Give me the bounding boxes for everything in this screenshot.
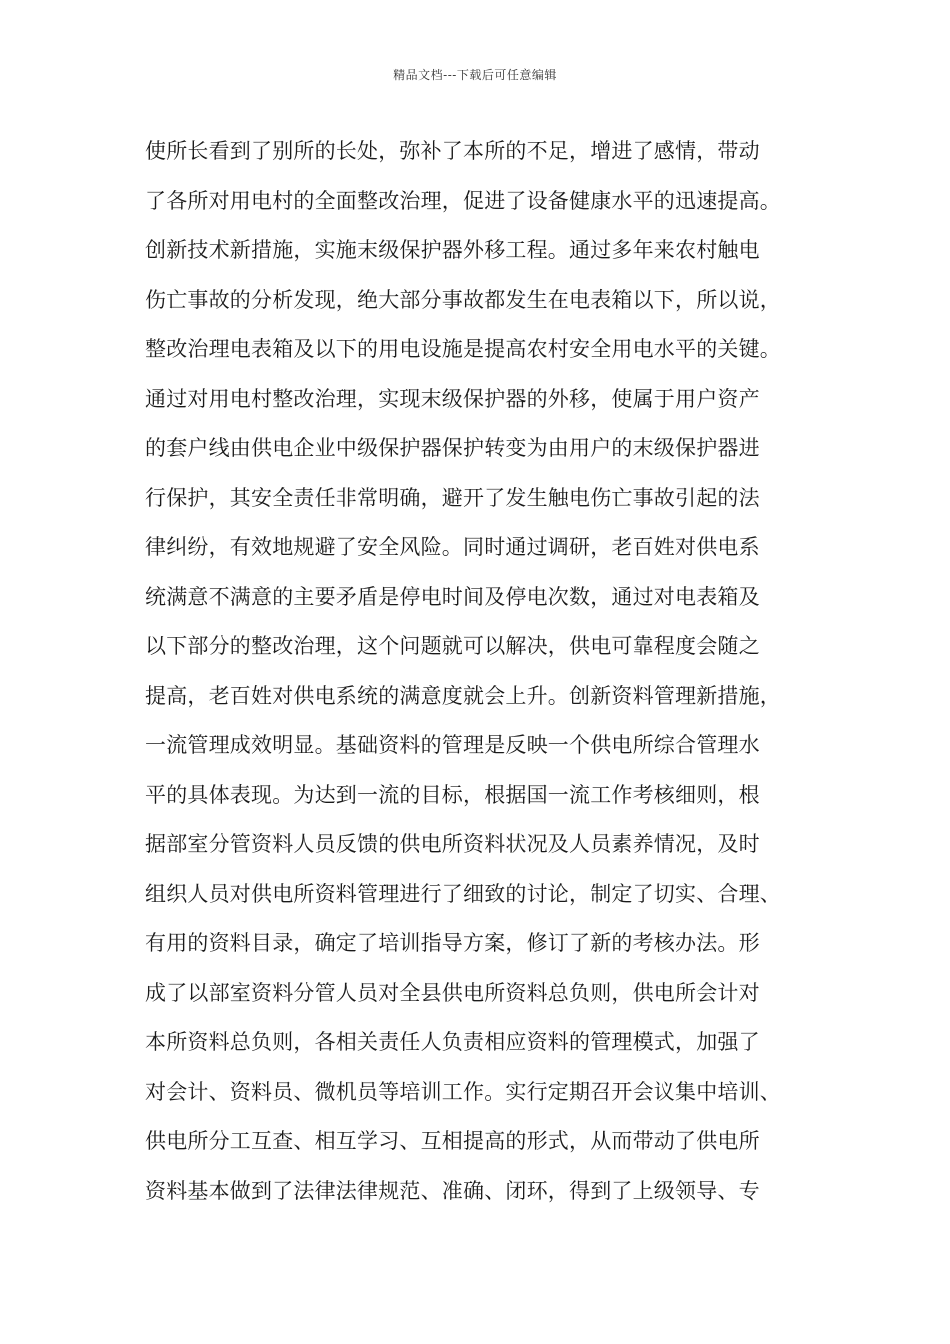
text-line: 本所资料总负则，各相关责任人负责相应资料的管理模式，加强了: [145, 1030, 760, 1054]
text-line: 了各所对用电村的全面整改治理，促进了设备健康水平的迅速提高。: [145, 188, 781, 213]
text-line: 一流管理成效明显。基础资料的管理是反映一个供电所综合管理水: [145, 733, 760, 757]
text-line: 供电所分工互查、相互学习、互相提高的形式，从而带动了供电所: [145, 1129, 760, 1153]
text-line: 行保护，其安全责任非常明确，避开了发生触电伤亡事故引起的法: [145, 485, 760, 510]
text-line: 平的具体表现。为达到一流的目标，根据国一流工作考核细则，根: [145, 782, 760, 807]
body-paragraph: [145, 130, 825, 1219]
text-line: 的套户线由供电企业中级保护器保护转变为由用户的末级保护器进: [145, 436, 760, 460]
text-line: 使所长看到了别所的长处，弥补了本所的不足，增进了感情，带动: [145, 139, 760, 163]
text-line: 伤亡事故的分析发现，绝大部分事故都发生在电表箱以下，所以说，: [145, 287, 781, 312]
text-line: 以下部分的整改治理，这个问题就可以解决，供电可靠程度会随之: [145, 634, 760, 658]
text-line: 资料基本做到了法律法律规范、准确、闭环，得到了上级领导、专: [145, 1178, 760, 1203]
text-line: 统满意不满意的主要矛盾是停电时间及停电次数，通过对电表箱及: [145, 584, 760, 609]
page-header: 精品文档---下载后可任意编辑: [393, 68, 557, 82]
text-line: 成了以部室资料分管人员对全县供电所资料总负则，供电所会计对: [145, 980, 760, 1005]
text-line: 对会计、资料员、微机员等培训工作。实行定期召开会议集中培训、: [145, 1079, 781, 1104]
text-line: 通过对用电村整改治理，实现末级保护器的外移，使属于用户资产: [145, 386, 760, 411]
text-line: 创新技术新措施，实施末级保护器外移工程。通过多年来农村触电: [145, 238, 760, 262]
text-line: 提高，老百姓对供电系统的满意度就会上升。创新资料管理新措施，: [145, 683, 781, 708]
text-line: 律纠纷，有效地规避了安全风险。同时通过调研，老百姓对供电系: [145, 535, 760, 559]
text-line: 据部室分管资料人员反馈的供电所资料状况及人员素养情况，及时: [145, 832, 760, 856]
text-line: 有用的资料目录，确定了培训指导方案，修订了新的考核办法。形: [145, 931, 760, 955]
text-line: 组织人员对供电所资料管理进行了细致的讨论，制定了切实、合理、: [145, 881, 781, 906]
text-line: 整改治理电表箱及以下的用电设施是提高农村安全用电水平的关键。: [145, 337, 781, 361]
